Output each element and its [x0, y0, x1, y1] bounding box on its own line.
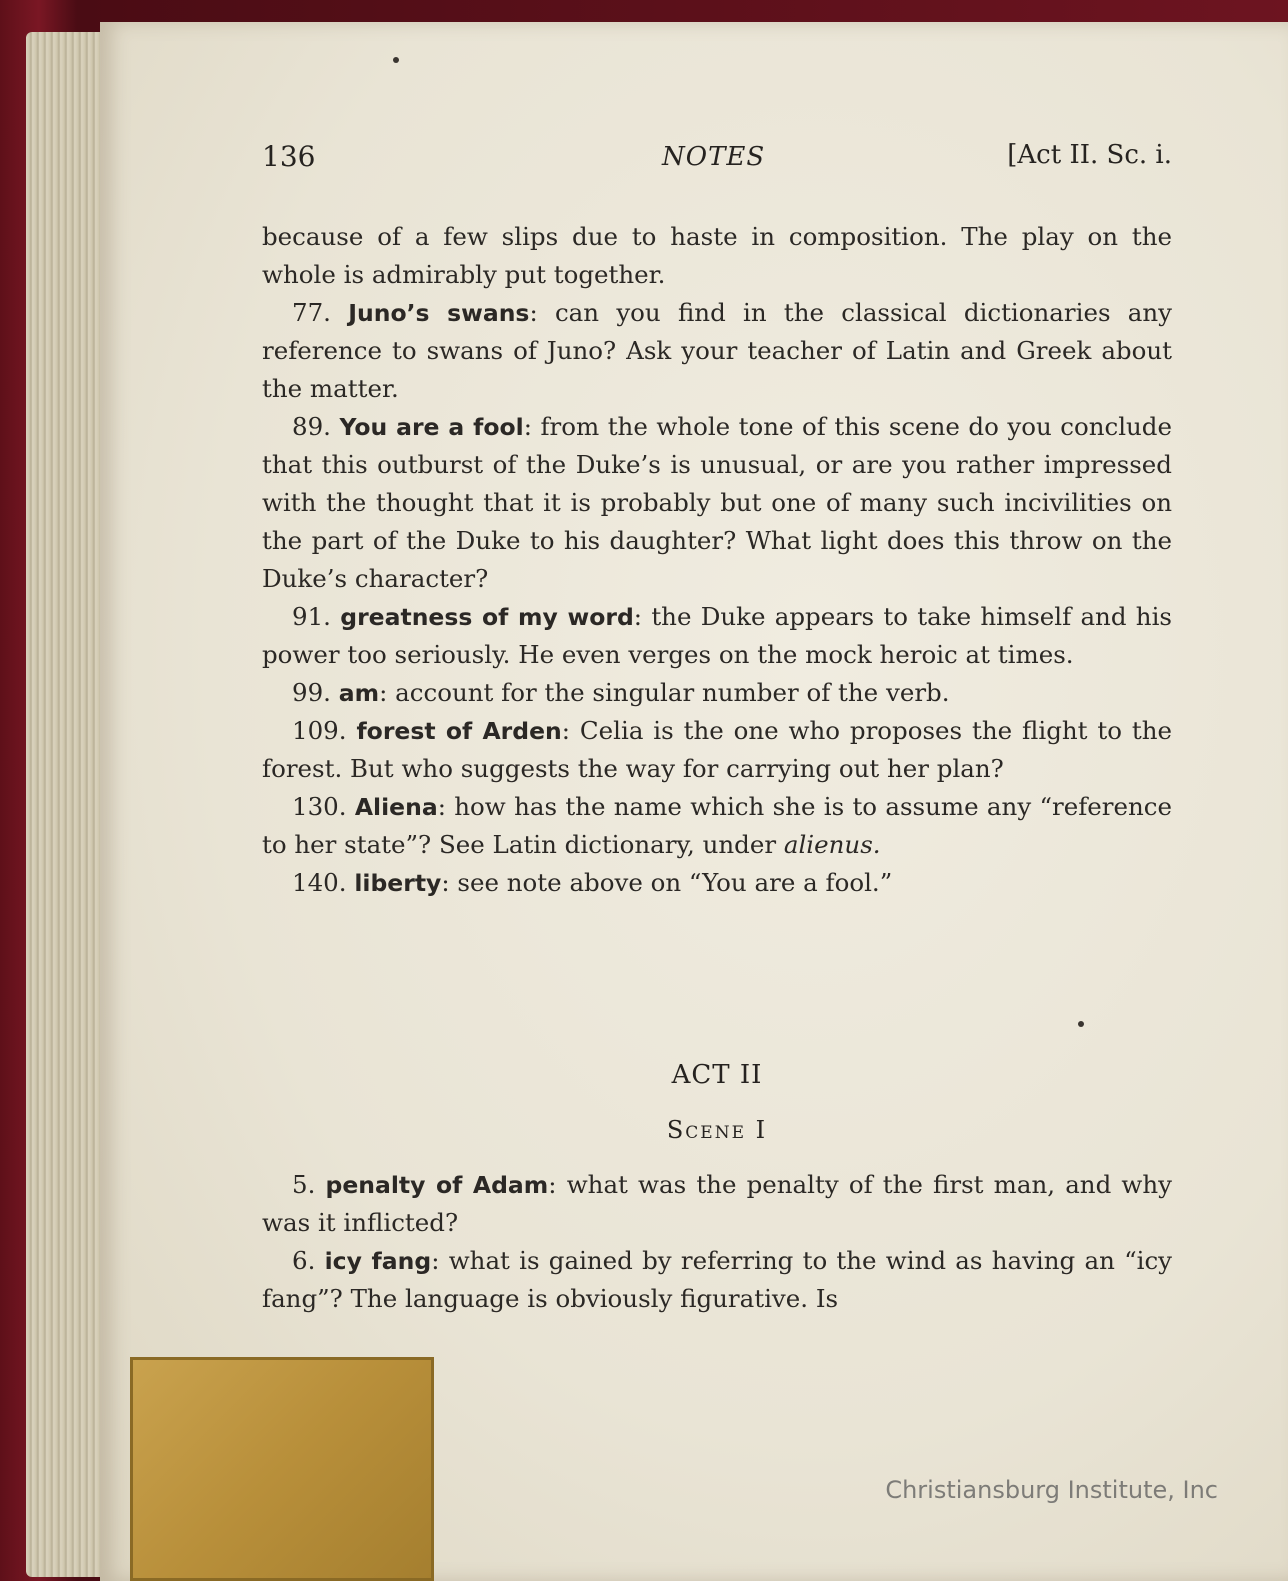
running-head: [262, 140, 1172, 180]
notes-body: [262, 218, 1172, 902]
note-item: 99. am: account for the singular number of the verb.: [292, 678, 950, 707]
note-term: Aliena: [354, 793, 438, 821]
note-number: 130.: [292, 792, 347, 821]
note-number: 99.: [292, 678, 331, 707]
note-number: 109.: [292, 716, 347, 745]
note-text: how has the name which she is to assume any “reference to her state”? See Latin dictionary, under: [262, 792, 1172, 859]
note-item: 140. liberty: see note above on “You are a fool.”: [292, 868, 893, 897]
note-term: penalty of Adam: [325, 1171, 549, 1199]
note-text: what was the penalty of the first man, and why was it inflicted?: [262, 1170, 1172, 1237]
note-item: 130. Aliena: how has the name which she is to assume any “reference to her state”? See Latin dictionary, under alienus.: [262, 792, 1172, 859]
note-number: 77.: [292, 298, 331, 327]
intro-paragraph: because of a few slips due to haste in composition. The play on the whole is admirably put together.: [262, 222, 1172, 289]
note-text: what is gained by referring to the wind as having an “icy fang”? The language is obviously figurative. Is: [262, 1246, 1173, 1313]
note-item: 6. icy fang: what is gained by referring to the wind as having an “icy fang”? The language is obviously figurative. Is: [262, 1246, 1173, 1313]
ink-speck: [393, 57, 399, 63]
note-item: 89. You are a fool: from the whole tone of this scene do you conclude that this outburst of the Duke’s is unusual, or are you rather impressed with the thought that it is probably but one of many such incivilities on the part of the Duke to his daughter? What light does this throw on the Duke’s character?: [262, 412, 1172, 593]
note-number: 91.: [292, 602, 331, 631]
scene-heading: Scene I: [666, 1116, 768, 1144]
note-number: 140.: [292, 868, 347, 897]
note-text: from the whole tone of this scene do you conclude that this outburst of the Duke’s is unusual, or are you rather impressed with the thought that it is probably but one of many such incivilities on the part of the Duke to his daughter? What light does this throw on the Duke’s character?: [262, 412, 1172, 593]
note-term: Juno’s swans: [348, 299, 530, 327]
note-text: see note above on “You are a fool.”: [457, 868, 893, 897]
note-number: 5.: [292, 1170, 316, 1199]
act-heading: ACT II: [671, 1060, 763, 1090]
section-reference: [Act II. Sc. i.: [1007, 140, 1172, 170]
note-term: am: [338, 679, 380, 707]
note-text: the Duke appears to take himself and his power too seriously. He even verges on the mock heroic at times.: [262, 602, 1172, 669]
note-term: You are a fool: [339, 413, 524, 441]
note-term: forest of Arden: [356, 717, 562, 745]
note-text: Celia is the one who proposes the flight to the forest. But who suggests the way for carrying out her plan?: [262, 716, 1172, 783]
page-number: 136: [262, 140, 316, 173]
note-item: 5. penalty of Adam: what was the penalty of the first man, and why was it inflicted?: [262, 1170, 1172, 1237]
note-number: 89.: [292, 412, 331, 441]
bookmark-card: [130, 1357, 434, 1581]
note-item: 91. greatness of my word: the Duke appears to take himself and his power too seriously. He even verges on the mock heroic at times.: [262, 602, 1172, 669]
note-item: 77. Juno’s swans: can you find in the classical dictionaries any reference to swans of Juno? Ask your teacher of Latin and Greek about the matter.: [262, 298, 1173, 403]
running-title: NOTES: [662, 142, 766, 172]
scene-notes-body: [262, 1166, 1172, 1318]
note-italic-word: alienus.: [783, 830, 881, 859]
note-term: icy fang: [324, 1247, 432, 1275]
note-text: can you find in the classical dictionaries any reference to swans of Juno? Ask your teacher of Latin and Greek about the matter.: [262, 298, 1173, 403]
note-item: 109. forest of Arden: Celia is the one who proposes the flight to the forest. But who suggests the way for carrying out her plan?: [262, 716, 1172, 783]
note-term: liberty: [354, 869, 442, 897]
note-number: 6.: [292, 1246, 316, 1275]
note-term: greatness of my word: [340, 603, 634, 631]
note-text: account for the singular number of the verb.: [395, 678, 950, 707]
watermark: Christiansburg Institute, Inc: [885, 1476, 1218, 1504]
ink-speck: [1078, 1021, 1084, 1027]
